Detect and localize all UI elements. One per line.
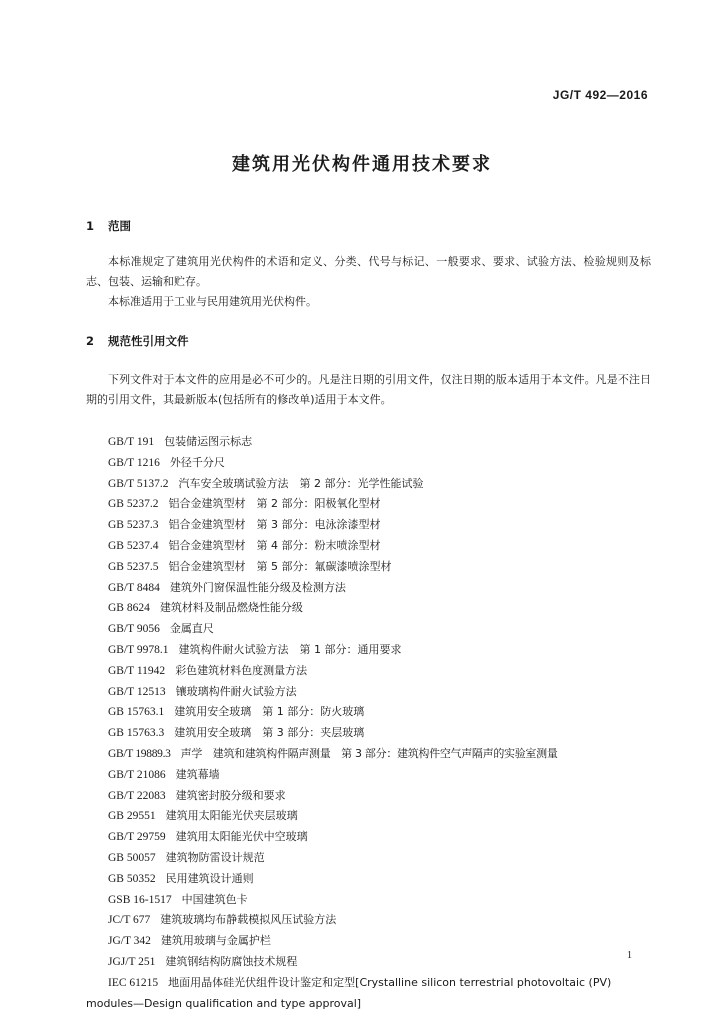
reference-code: GB 50352 [108, 872, 156, 885]
reference-title: 镶玻璃构件耐火试验方法 [175, 684, 297, 698]
reference-title: 建筑密封胶分级和要求 [175, 788, 286, 802]
reference-item [86, 598, 656, 619]
section-1-heading [86, 218, 131, 234]
reference-item [86, 744, 656, 765]
reference-item [86, 910, 656, 931]
reference-title: 建筑构件耐火试验方法 第 1 部分：通用要求 [178, 642, 402, 656]
reference-title: 建筑用太阳能光伏夹层玻璃 [165, 809, 298, 823]
page-number: 1 [627, 950, 632, 961]
reference-code: GB/T 29759 [108, 831, 166, 844]
reference-item [86, 661, 656, 682]
reference-item [86, 869, 656, 890]
reference-title: 金属直尺 [169, 622, 214, 636]
reference-title: 地面用晶体硅光伏组件设计鉴定和定型[Crystalline silicon terrestrial photovoltaic (PV) modules—Design qualification and type approval] [86, 975, 612, 1010]
reference-title: 汽车安全玻璃试验方法 第 2 部分：光学性能试验 [178, 476, 424, 490]
reference-title: 建筑用安全玻璃 第 1 部分：防火玻璃 [174, 705, 365, 719]
reference-item [86, 453, 656, 474]
section-2-paragraph-1: 下列文件对于本文件的应用是必不可少的。凡是注日期的引用文件，仅注日期的版本适用于本文件。凡是不注日期的引用文件，其最新版本(包括所有的修改单)适用于本文件。 [86, 373, 651, 406]
section-number: 1 [86, 219, 95, 233]
reference-code: GB/T 12513 [108, 685, 166, 698]
reference-code: GB 15763.1 [108, 706, 165, 719]
reference-item [86, 952, 656, 973]
reference-code: GB/T 21086 [108, 768, 166, 781]
reference-title: 包装储运图示标志 [164, 435, 253, 448]
reference-code: GB 15763.3 [108, 727, 165, 740]
reference-code: GB/T 9056 [108, 623, 160, 636]
reference-title: 民用建筑设计通则 [165, 871, 254, 885]
reference-code: GB 50057 [108, 851, 156, 864]
reference-item [86, 786, 656, 807]
reference-code: GB 5237.5 [108, 560, 159, 573]
reference-item [86, 973, 652, 1015]
reference-title: 建筑钢结构防腐蚀技术规程 [165, 954, 298, 968]
reference-item [86, 619, 656, 640]
reference-item [86, 806, 656, 827]
reference-code: GB/T 11942 [108, 664, 166, 677]
reference-code: GB 5237.3 [108, 519, 159, 532]
reference-title: 铝合金建筑型材 第 3 部分：电泳涂漆型材 [168, 518, 381, 532]
reference-title: 声学 建筑和建筑构件隔声测量 第 3 部分：建筑构件空气声隔声的实验室测量 [180, 746, 558, 760]
section-title: 规范性引用文件 [108, 334, 189, 348]
section-1-paragraph-2: 本标准适用于工业与民用建筑用光伏构件。 [108, 295, 317, 308]
reference-code: GB 29551 [108, 810, 156, 823]
reference-item [86, 536, 656, 557]
reference-title: 铝合金建筑型材 第 5 部分：氟碳漆喷涂型材 [168, 559, 392, 573]
reference-code: GB 5237.4 [108, 539, 159, 552]
reference-item [86, 723, 656, 744]
reference-code: GB/T 1216 [108, 456, 160, 469]
section-title: 范围 [108, 219, 131, 233]
reference-title: 建筑用安全玻璃 第 3 部分：夹层玻璃 [174, 726, 365, 740]
reference-item [86, 557, 656, 578]
reference-code: JGJ/T 251 [108, 955, 156, 968]
reference-item [86, 890, 656, 911]
reference-code: GB/T 19889.3 [108, 747, 171, 760]
reference-title: 建筑用玻璃与金属护栏 [160, 934, 271, 948]
reference-item [86, 682, 656, 703]
reference-code: GB/T 8484 [108, 581, 160, 594]
reference-title: 中国建筑色卡 [181, 892, 248, 906]
reference-item [86, 578, 656, 599]
reference-item [86, 848, 656, 869]
reference-code: GB 5237.2 [108, 498, 159, 511]
reference-code: JG/T 342 [108, 935, 151, 948]
document-code: JG/T 492—2016 [552, 88, 648, 102]
reference-title: 铝合金建筑型材 第 2 部分：阳极氧化型材 [168, 497, 381, 511]
reference-item [86, 827, 656, 848]
section-2-heading [86, 333, 189, 349]
reference-item [86, 640, 656, 661]
reference-item [86, 765, 656, 786]
reference-item [86, 931, 656, 952]
reference-code: GB/T 191 [108, 436, 155, 448]
reference-title: 建筑玻璃均布静载模拟风压试验方法 [160, 913, 337, 927]
reference-item [86, 474, 656, 495]
reference-code: GB/T 5137.2 [108, 477, 169, 490]
reference-title: 建筑材料及制品燃烧性能分级 [159, 601, 303, 615]
reference-title: 铝合金建筑型材 第 4 部分：粉末喷涂型材 [168, 538, 381, 552]
reference-item [86, 432, 656, 453]
section-number: 2 [86, 334, 95, 348]
reference-code: GB 8624 [108, 602, 150, 615]
reference-item [86, 515, 656, 536]
reference-title: 彩色建筑材料色度测量方法 [175, 663, 308, 677]
reference-code: JC/T 677 [108, 914, 151, 927]
reference-item [86, 494, 656, 515]
reference-code: GB/T 22083 [108, 789, 166, 802]
reference-code: GSB 16-1517 [108, 893, 172, 906]
reference-title: 建筑用太阳能光伏中空玻璃 [175, 830, 308, 844]
section-1-paragraph-1: 本标准规定了建筑用光伏构件的术语和定义、分类、代号与标记、一般要求、要求、试验方法、检验规则及标志、包装、运输和贮存。 [86, 255, 651, 288]
document-title: 建筑用光伏构件通用技术要求 [232, 154, 492, 175]
normative-references-list [86, 432, 656, 1014]
reference-title: 建筑幕墙 [175, 767, 220, 781]
reference-code: IEC 61215 [108, 976, 159, 989]
reference-title: 外径千分尺 [169, 455, 225, 469]
reference-title: 建筑物防雷设计规范 [165, 850, 265, 864]
reference-title: 建筑外门窗保温性能分级及检测方法 [169, 580, 346, 594]
reference-code: GB/T 9978.1 [108, 643, 169, 656]
reference-item [86, 702, 656, 723]
